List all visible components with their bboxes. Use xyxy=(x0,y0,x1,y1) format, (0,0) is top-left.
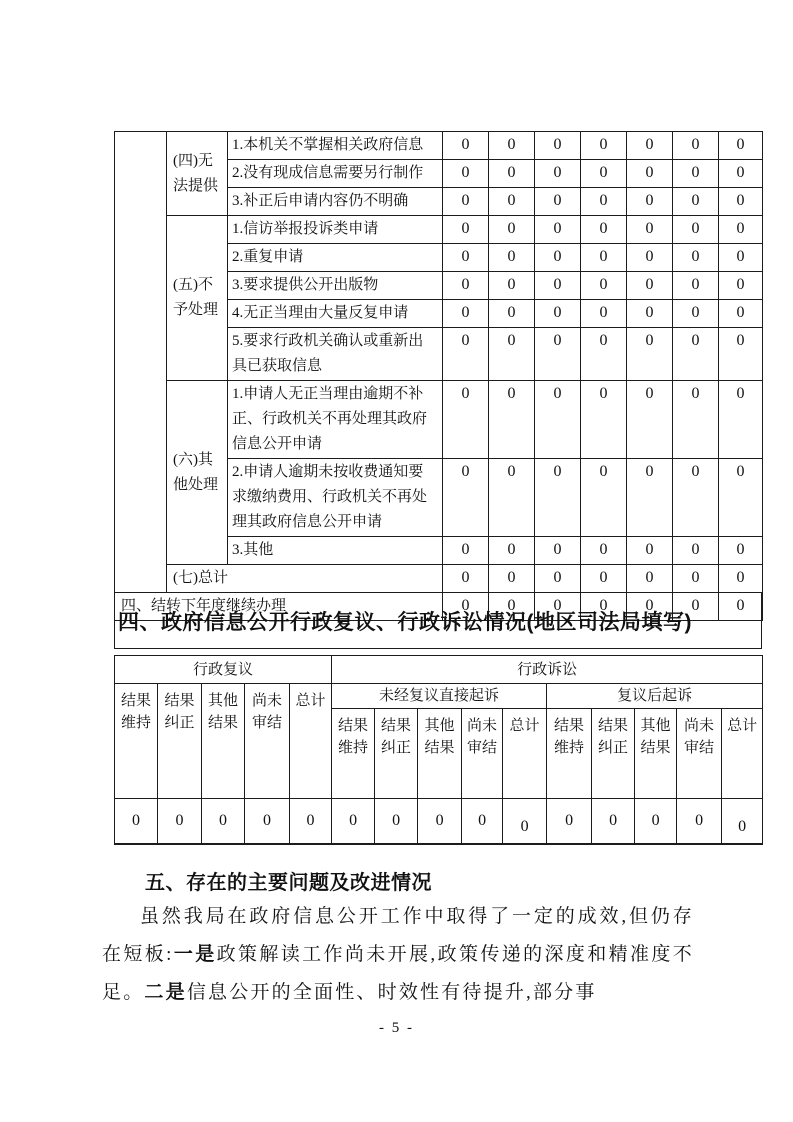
value-cell: 0 xyxy=(535,216,581,244)
value-cell: 0 xyxy=(535,272,581,300)
value-cell: 0 xyxy=(581,216,627,244)
row-label: 3.补正后申请内容仍不明确 xyxy=(228,188,443,216)
value-cell: 0 xyxy=(443,593,489,621)
review-litigation-table xyxy=(114,655,763,845)
value-cell: 0 xyxy=(535,160,581,188)
value-cell: 0 xyxy=(673,244,719,272)
value-cell: 0 xyxy=(673,565,719,593)
paragraph-text: 信息公开的全面性、时效性有待提升,部分事 xyxy=(186,982,597,1003)
column-header: 总计 xyxy=(290,684,332,799)
value-cell: 0 xyxy=(719,593,763,621)
value-cell: 0 xyxy=(581,160,627,188)
value-cell: 0 xyxy=(673,188,719,216)
value-cell: 0 xyxy=(719,160,763,188)
value-cell: 0 xyxy=(627,565,673,593)
carryover-label: 四、结转下年度继续办理 xyxy=(115,593,443,621)
value-cell: 0 xyxy=(719,459,763,537)
value-cell: 0 xyxy=(535,188,581,216)
direct-suit-header: 未经复议直接起诉 xyxy=(332,684,547,709)
value-cell: 0 xyxy=(503,799,547,844)
table-row xyxy=(115,132,763,160)
value-cell: 0 xyxy=(627,593,673,621)
column-header: 尚未审结 xyxy=(677,709,722,799)
value-cell: 0 xyxy=(635,799,677,844)
group-label: (四)无法提供 xyxy=(167,132,228,216)
value-cell: 0 xyxy=(627,188,673,216)
section5-paragraph xyxy=(102,898,694,1012)
value-cell: 0 xyxy=(719,272,763,300)
column-header: 结果纠正 xyxy=(375,709,418,799)
table-row xyxy=(115,684,763,709)
review-litigation-table-container xyxy=(114,655,762,845)
value-cell: 0 xyxy=(290,799,332,844)
value-cell: 0 xyxy=(673,132,719,160)
value-cell: 0 xyxy=(443,160,489,188)
value-cell: 0 xyxy=(158,799,202,844)
value-cell: 0 xyxy=(673,300,719,328)
value-cell: 0 xyxy=(489,381,535,459)
value-cell: 0 xyxy=(673,272,719,300)
paragraph-text: 虽然我局在政府信息公开工作中取得了一定的成效,但仍存在短板: xyxy=(102,906,694,965)
value-cell: 0 xyxy=(443,216,489,244)
value-cell: 0 xyxy=(489,459,535,537)
value-cell: 0 xyxy=(627,132,673,160)
column-header: 总计 xyxy=(503,709,547,799)
table-row xyxy=(115,216,763,244)
value-cell: 0 xyxy=(581,328,627,381)
value-cell: 0 xyxy=(489,537,535,565)
column-header: 尚未审结 xyxy=(245,684,290,799)
value-cell: 0 xyxy=(581,244,627,272)
value-cell: 0 xyxy=(719,132,763,160)
row-label: 4.无正当理由大量反复申请 xyxy=(228,300,443,328)
value-cell: 0 xyxy=(489,328,535,381)
value-cell: 0 xyxy=(375,799,418,844)
value-cell: 0 xyxy=(673,328,719,381)
value-cell: 0 xyxy=(535,300,581,328)
value-cell: 0 xyxy=(535,593,581,621)
value-cell: 0 xyxy=(673,537,719,565)
value-cell: 0 xyxy=(581,132,627,160)
table-row xyxy=(115,656,763,684)
value-cell: 0 xyxy=(443,272,489,300)
value-cell: 0 xyxy=(535,565,581,593)
row-label: 3.其他 xyxy=(228,537,443,565)
table-row-total xyxy=(115,565,763,593)
value-cell: 0 xyxy=(535,328,581,381)
value-cell: 0 xyxy=(719,300,763,328)
value-cell: 0 xyxy=(443,537,489,565)
section4-heading: 四、政府信息公开行政复议、行政诉讼情况(地区司法局填写) xyxy=(114,592,762,649)
paragraph-text: 政策解读工作尚未开展,政策传递的深度和精准度不足。 xyxy=(102,944,694,1003)
row-label: 1.信访举报投诉类申请 xyxy=(228,216,443,244)
column-header: 尚未审结 xyxy=(462,709,503,799)
value-cell: 0 xyxy=(443,381,489,459)
value-cell: 0 xyxy=(332,799,375,844)
review-header: 行政复议 xyxy=(115,656,332,684)
value-cell: 0 xyxy=(489,188,535,216)
value-cell: 0 xyxy=(535,244,581,272)
row-label: 5.要求行政机关确认或重新出具已获取信息 xyxy=(228,328,443,381)
value-cell: 0 xyxy=(443,132,489,160)
row-label: 2.没有现成信息需要另行制作 xyxy=(228,160,443,188)
column-header: 总计 xyxy=(722,709,763,799)
paragraph-emphasis: 二是 xyxy=(144,982,187,1003)
value-cell: 0 xyxy=(535,537,581,565)
value-cell: 0 xyxy=(581,537,627,565)
value-cell: 0 xyxy=(489,132,535,160)
litigation-header: 行政诉讼 xyxy=(332,656,763,684)
results-table xyxy=(114,131,763,621)
value-cell: 0 xyxy=(581,272,627,300)
value-cell: 0 xyxy=(581,565,627,593)
value-cell: 0 xyxy=(489,565,535,593)
column-header: 其他结果 xyxy=(202,684,245,799)
value-cell: 0 xyxy=(719,565,763,593)
value-cell: 0 xyxy=(627,216,673,244)
value-cell: 0 xyxy=(581,593,627,621)
value-cell: 0 xyxy=(719,216,763,244)
value-cell: 0 xyxy=(443,300,489,328)
value-cell: 0 xyxy=(627,244,673,272)
table-row xyxy=(115,381,763,459)
value-cell: 0 xyxy=(489,272,535,300)
value-cell: 0 xyxy=(673,381,719,459)
column-header: 结果纠正 xyxy=(592,709,635,799)
row-label: 2.重复申请 xyxy=(228,244,443,272)
value-cell: 0 xyxy=(627,300,673,328)
section5-heading: 五、存在的主要问题及改进情况 xyxy=(145,872,432,894)
row-label: 2.申请人逾期未按收费通知要求缴纳费用、行政机关不再处理其政府信息公开申请 xyxy=(228,459,443,537)
row-label: 3.要求提供公开出版物 xyxy=(228,272,443,300)
value-cell: 0 xyxy=(581,381,627,459)
value-cell: 0 xyxy=(489,216,535,244)
results-table-container xyxy=(114,131,762,621)
column-header: 结果纠正 xyxy=(158,684,202,799)
row-label: 1.申请人无正当理由逾期不补正、行政机关不再处理其政府信息公开申请 xyxy=(228,381,443,459)
value-cell: 0 xyxy=(443,459,489,537)
value-cell: 0 xyxy=(418,799,462,844)
value-cell: 0 xyxy=(627,381,673,459)
value-cell: 0 xyxy=(489,593,535,621)
value-cell: 0 xyxy=(443,328,489,381)
value-cell: 0 xyxy=(462,799,503,844)
post-review-suit-header: 复议后起诉 xyxy=(547,684,763,709)
value-cell: 0 xyxy=(547,799,592,844)
value-cell: 0 xyxy=(202,799,245,844)
value-cell: 0 xyxy=(673,216,719,244)
row-label: 1.本机关不掌握相关政府信息 xyxy=(228,132,443,160)
value-cell: 0 xyxy=(722,799,763,844)
value-cell: 0 xyxy=(535,381,581,459)
value-cell: 0 xyxy=(535,459,581,537)
value-cell: 0 xyxy=(719,244,763,272)
group-label: (五)不予处理 xyxy=(167,216,228,381)
value-cell: 0 xyxy=(443,244,489,272)
value-cell: 0 xyxy=(627,272,673,300)
total-label: (七)总计 xyxy=(167,565,443,593)
merged-left-cell xyxy=(115,132,167,593)
column-header: 结果维持 xyxy=(115,684,158,799)
value-cell: 0 xyxy=(627,537,673,565)
column-header: 结果维持 xyxy=(547,709,592,799)
value-cell: 0 xyxy=(627,459,673,537)
value-cell: 0 xyxy=(115,799,158,844)
value-cell: 0 xyxy=(673,160,719,188)
value-cell: 0 xyxy=(719,537,763,565)
column-header: 结果维持 xyxy=(332,709,375,799)
value-cell: 0 xyxy=(627,160,673,188)
table-row-values xyxy=(115,799,763,844)
value-cell: 0 xyxy=(719,188,763,216)
page-number: - 5 - xyxy=(379,1020,414,1036)
value-cell: 0 xyxy=(673,593,719,621)
value-cell: 0 xyxy=(245,799,290,844)
value-cell: 0 xyxy=(581,300,627,328)
value-cell: 0 xyxy=(535,132,581,160)
value-cell: 0 xyxy=(673,459,719,537)
column-header: 其他结果 xyxy=(635,709,677,799)
value-cell: 0 xyxy=(581,459,627,537)
value-cell: 0 xyxy=(489,300,535,328)
value-cell: 0 xyxy=(677,799,722,844)
paragraph-emphasis: 一是 xyxy=(173,944,217,965)
value-cell: 0 xyxy=(719,381,763,459)
value-cell: 0 xyxy=(581,188,627,216)
value-cell: 0 xyxy=(719,328,763,381)
column-header: 其他结果 xyxy=(418,709,462,799)
group-label: (六)其他处理 xyxy=(167,381,228,565)
value-cell: 0 xyxy=(443,188,489,216)
value-cell: 0 xyxy=(489,244,535,272)
value-cell: 0 xyxy=(489,160,535,188)
value-cell: 0 xyxy=(443,565,489,593)
value-cell: 0 xyxy=(627,328,673,381)
value-cell: 0 xyxy=(592,799,635,844)
